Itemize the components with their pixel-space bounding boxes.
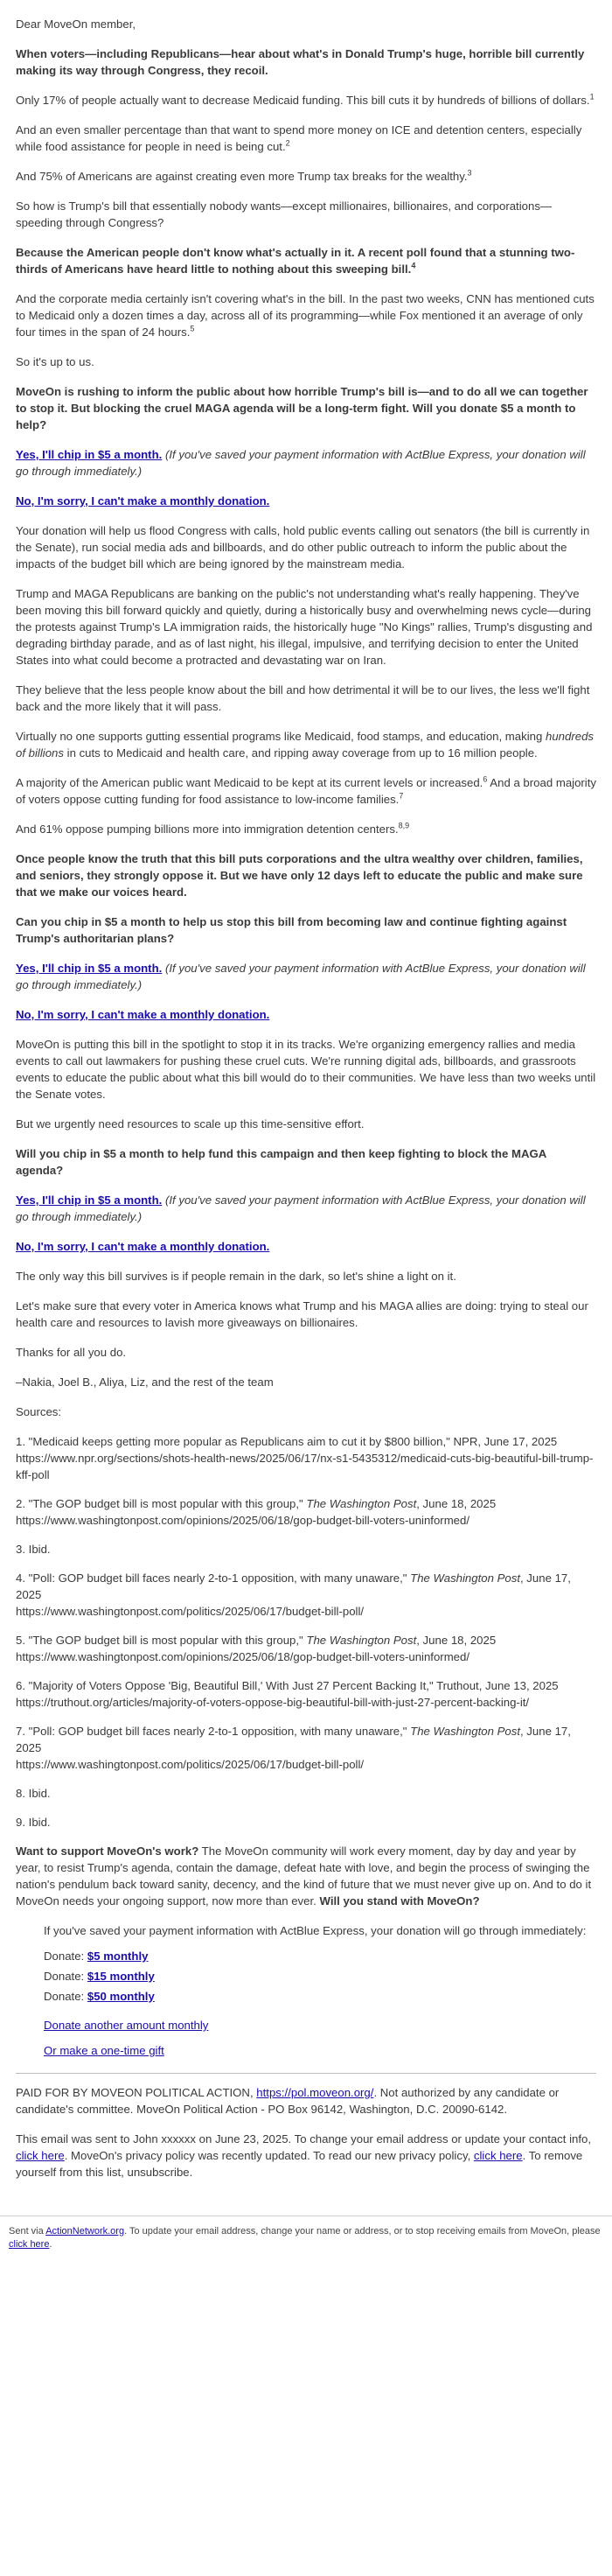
footnote-ref: 6 xyxy=(483,774,488,784)
donate-box xyxy=(16,1922,596,2059)
ask-paragraph-1: MoveOn is rushing to inform the public about how horrible Trump's bill is—and to do all we can together to stop it. But blocking the cruel MAGA agenda will be a long-term fight. Will you donate $5 a month to help? xyxy=(16,385,588,431)
donate-row: Donate: $50 monthly xyxy=(44,1990,155,2003)
action-network-footer: Sent via ActionNetwork.org. To update your email address, change your name or address, or to stop receiving emails from MoveOn, please click here. xyxy=(0,2216,612,2251)
yes-donate-link[interactable]: Yes, I'll chip in $5 a month. xyxy=(16,1194,163,1207)
source-url: https://www.washingtonpost.com/opinions/2025/06/18/gop-budget-bill-voters-uninformed/ xyxy=(16,1514,470,1527)
paragraph-22: Thanks for all you do. xyxy=(16,1346,127,1359)
yes-donate-row-3 xyxy=(16,1192,596,1225)
footnote-ref: 8,9 xyxy=(398,821,410,830)
source-item: 3. Ibid. xyxy=(16,1543,51,1556)
source-item: 6. "Majority of Voters Oppose 'Big, Beautiful Bill,' With Just 27 Percent Backing It," Truthout, June 13, 2025 https://truthout.org/articles/majority-of-voters-oppose-big-beautiful-bill-with-just-27-percent-backing-it/ xyxy=(16,1679,559,1709)
source-item: 5. "The GOP budget bill is most popular with this group," The Washington Post, June 18, 2025 https://www.washingtonpost.com/opinions/2025/06/18/gop-budget-bill-voters-uninformed/ xyxy=(16,1634,497,1663)
donate-intro: If you've saved your payment information with ActBlue Express, your donation will go through immediately: xyxy=(44,1924,587,1937)
donate-15-monthly-link[interactable]: $15 monthly xyxy=(87,1970,155,1983)
source-item: 1. "Medicaid keeps getting more popular as Republicans aim to cut it by $800 billion," NPR, June 17, 2025 https://www.npr.org/sections/shots-health-news/2025/06/17/nx-s1-5435312/medicaid-cuts-big-beautiful-bill-trump-kff-poll xyxy=(16,1435,594,1481)
paragraph-2: And an even smaller percentage than that want to spend more money on ICE and detention centers, especially while food assistance for people in need is being cut.$^2$ xyxy=(16,123,582,153)
source-item: 7. "Poll: GOP budget bill faces nearly 2-to-1 opposition, with many unaware," The Washington Post, June 17, 2025 https://www.washingtonpost.com/politics/2025/06/17/budget-bill-poll/ xyxy=(16,1725,571,1771)
paragraph-7: So it's up to us. xyxy=(16,355,94,368)
paragraph-21: Let's make sure that every voter in America knows what Trump and his MAGA allies are doing: trying to steal our health care and resources to lavish more giveaways on billionaires. xyxy=(16,1299,588,1329)
footnote-ref: 4 xyxy=(411,261,416,270)
paragraph-4: So how is Trump's bill that essentially nobody wants—except millionaires, billionaires, and corporations—speeding through Congress? xyxy=(16,200,553,229)
source-item: 2. "The GOP budget bill is most popular with this group," The Washington Post, June 18, 2025 https://www.washingtonpost.com/opinions/2025/06/18/gop-budget-bill-voters-uninformed/ xyxy=(16,1497,497,1527)
paragraph-17: MoveOn is putting this bill in the spotlight to stop it in its tracks. We're organizing emergency rallies and media events to call out lawmakers for pushing these cruel cuts. We're running digital ads, billboards, and grassroots events to educate the public about what this bill would do to their communities. We have less than two weeks until the Senate votes. xyxy=(16,1038,596,1101)
footnote-ref: 1 xyxy=(589,92,595,102)
no-donate-link[interactable]: No, I'm sorry, I can't make a monthly donation. xyxy=(16,1008,270,1021)
yes-donate-note: (If you've saved your payment information with ActBlue Express, your donation will go through immediately.) xyxy=(16,448,586,478)
donate-5-monthly-link[interactable]: $5 monthly xyxy=(87,1950,149,1963)
source-item: 4. "Poll: GOP budget bill faces nearly 2-to-1 opposition, with many unaware," The Washington Post, June 17, 2025 https://www.washingtonpost.com/politics/2025/06/17/budget-bill-poll/ xyxy=(16,1572,571,1618)
yes-donate-link[interactable]: Yes, I'll chip in $5 a month. xyxy=(16,962,163,975)
source-item: 8. Ibid. xyxy=(16,1787,51,1800)
paragraph-14: And 61% oppose pumping billions more into immigration detention centers.$^{8,9}$ xyxy=(16,821,410,836)
no-donate-row-2 xyxy=(16,1006,596,1023)
moveon-pol-link[interactable]: https://pol.moveon.org/ xyxy=(256,2086,374,2099)
update-contact-link[interactable]: click here xyxy=(16,2149,65,2162)
sources-label: Sources: xyxy=(16,1405,62,1418)
paragraph-10: Trump and MAGA Republicans are banking on the public's not understanding what's really happening. They've been moving this bill forward quickly and quietly, during a historically busy and overwhelming news cycle—during the protests against Trump's LA immigration raids, the historically huge "No Kings" rallies, Trump's disgusting and degrading birthday parade, and as of last night, his illegal, impulsive, and terrifying decision to enter the United States into what could become a protracted and devastating war on Iran. xyxy=(16,587,593,667)
sources-list xyxy=(16,1433,596,1830)
donate-50-monthly-link[interactable]: $50 monthly xyxy=(87,1990,155,2003)
ask-paragraph-3: Will you chip in $5 a month to help fund this campaign and then keep fighting to block the MAGA agenda? xyxy=(16,1147,546,1177)
source-url: https://www.washingtonpost.com/politics/2025/06/17/budget-bill-poll/ xyxy=(16,1758,365,1771)
source-url: https://www.npr.org/sections/shots-health-news/2025/06/17/nx-s1-5435312/medicaid-cuts-big-beautiful-bill-trump-kff-poll xyxy=(16,1452,594,1481)
paragraph-20: The only way this bill survives is if people remain in the dark, so let's shine a light on it. xyxy=(16,1270,456,1283)
paragraph-5: Because the American people don't know what's actually in it. A recent poll found that a stunning two-thirds of Americans have heard little to nothing about this sweeping bill.$^4$ xyxy=(16,246,575,276)
no-donate-link[interactable]: No, I'm sorry, I can't make a monthly donation. xyxy=(16,1240,270,1253)
yes-donate-row-2 xyxy=(16,960,596,993)
donate-row: Donate: $5 monthly xyxy=(44,1950,149,1963)
paragraph-18: But we urgently need resources to scale up this time-sensitive effort. xyxy=(16,1117,365,1130)
paragraph-1: Only 17% of people actually want to decrease Medicaid funding. This bill cuts it by hundreds of billions of dollars.$^1$ xyxy=(16,92,595,107)
privacy-policy-link[interactable]: click here xyxy=(473,2149,523,2162)
yes-donate-link[interactable]: Yes, I'll chip in $5 a month. xyxy=(16,448,163,461)
divider xyxy=(16,2073,596,2074)
paragraph-13: A majority of the American public want Medicaid to be kept at its current levels or increased.$^6$ And a broad majority of voters oppose cutting funding for food assistance to low-income families.$^7$ xyxy=(16,774,596,806)
support-paragraph: Want to support MoveOn's work? The MoveOn community will work every moment, day by day and year by year, to resist Trump's agenda, contain the damage, defeat hate with love, and begin the process of swinging the nation's pendulum back toward sanity, decency, and the kind of future that we must never give up on. And to do it MoveOn needs your ongoing support, now more than ever. Will you stand with MoveOn? xyxy=(16,1844,592,1908)
donate-other-row xyxy=(44,2017,596,2034)
no-donate-row-3 xyxy=(16,1238,596,1255)
ask-paragraph-2: Can you chip in $5 a month to help us stop this bill from becoming law and continue fighting against Trump's authoritarian plans? xyxy=(16,915,567,945)
paragraph-3: And 75% of Americans are against creating even more Trump tax breaks for the wealthy.$^3$ xyxy=(16,168,472,183)
footnote-ref: 7 xyxy=(399,791,404,801)
source-url: https://www.washingtonpost.com/opinions/2025/06/18/gop-budget-bill-voters-uninformed/ xyxy=(16,1650,470,1663)
no-donate-row-1 xyxy=(16,493,596,509)
intro-bold: When voters—including Republicans—hear about what's in Donald Trump's huge, horrible bill currently making its way through Congress, they recoil. xyxy=(16,47,585,77)
no-donate-link[interactable]: No, I'm sorry, I can't make a monthly donation. xyxy=(16,494,270,508)
paid-for-disclaimer: PAID FOR BY MOVEON POLITICAL ACTION, https://pol.moveon.org/. Not authorized by any candidate or candidate's committee. MoveOn Political Action - PO Box 96142, Washington, D.C. 20090-6142. xyxy=(16,2086,560,2116)
yes-donate-note: (If you've saved your payment information with ActBlue Express, your donation will go through immediately.) xyxy=(16,1194,586,1223)
paragraph-12: Virtually no one supports gutting essential programs like Medicaid, food stamps, and education, making hundreds of billions in cuts to Medicaid and health care, and ripping away coverage from up to 16 million people. xyxy=(16,730,594,760)
yes-donate-row-1 xyxy=(16,446,596,480)
footnote-ref: 3 xyxy=(467,168,472,178)
yes-donate-note: (If you've saved your payment information with ActBlue Express, your donation will go through immediately.) xyxy=(16,962,586,991)
source-url: https://truthout.org/articles/majority-of-voters-oppose-big-beautiful-bill-with-just-27-percent-backing-it/ xyxy=(16,1696,530,1709)
paragraph-6: And the corporate media certainly isn't covering what's in the bill. In the past two weeks, CNN has mentioned cuts to Medicaid only a dozen times a day, across all of its programming—while Fox mentioned it an average of only four times in the span of 24 hours.$^5$ xyxy=(16,292,595,339)
paragraph-11: They believe that the less people know about the bill and how detrimental it will be to our lives, the less we'll fight back and the more likely that it will pass. xyxy=(16,683,590,713)
signoff: –Nakia, Joel B., Aliya, Liz, and the rest of the team xyxy=(16,1376,274,1389)
paragraph-15: Once people know the truth that this bill puts corporations and the ultra wealthy over children, families, and seniors, they strongly oppose it. But we have only 12 days left to educate the public and make sure that we make our voices heard. xyxy=(16,852,583,899)
one-time-gift-link[interactable]: Or make a one-time gift xyxy=(44,2044,164,2057)
paragraph-9: Your donation will help us flood Congress with calls, hold public events calling out senators (the bill is currently in the Senate), run social media ads and billboards, and do other public outreach to inform the public about the impacts of the budget bill which are being ignored by the mainstream media. xyxy=(16,524,590,570)
donate-row: Donate: $15 monthly xyxy=(44,1970,155,1983)
source-url: https://www.washingtonpost.com/politics/2025/06/17/budget-bill-poll/ xyxy=(16,1605,365,1618)
donate-other-amount-link[interactable]: Donate another amount monthly xyxy=(44,2019,209,2032)
email-sent-notice: This email was sent to John xxxxxx on June 23, 2025. To change your email address or update your contact info, click here. MoveOn's privacy policy was recently updated. To read our new privacy policy, click here. To remove yourself from this list, unsubscribe. xyxy=(16,2132,592,2179)
greeting: Dear MoveOn member, xyxy=(16,18,136,31)
action-network-click-here-link[interactable]: click here xyxy=(9,2239,50,2250)
footnote-ref: 5 xyxy=(190,324,195,333)
source-item: 9. Ibid. xyxy=(16,1816,51,1829)
donate-onetime-row xyxy=(44,2042,596,2059)
action-network-link[interactable]: ActionNetwork.org xyxy=(45,2226,125,2236)
footnote-ref: 2 xyxy=(285,138,290,148)
